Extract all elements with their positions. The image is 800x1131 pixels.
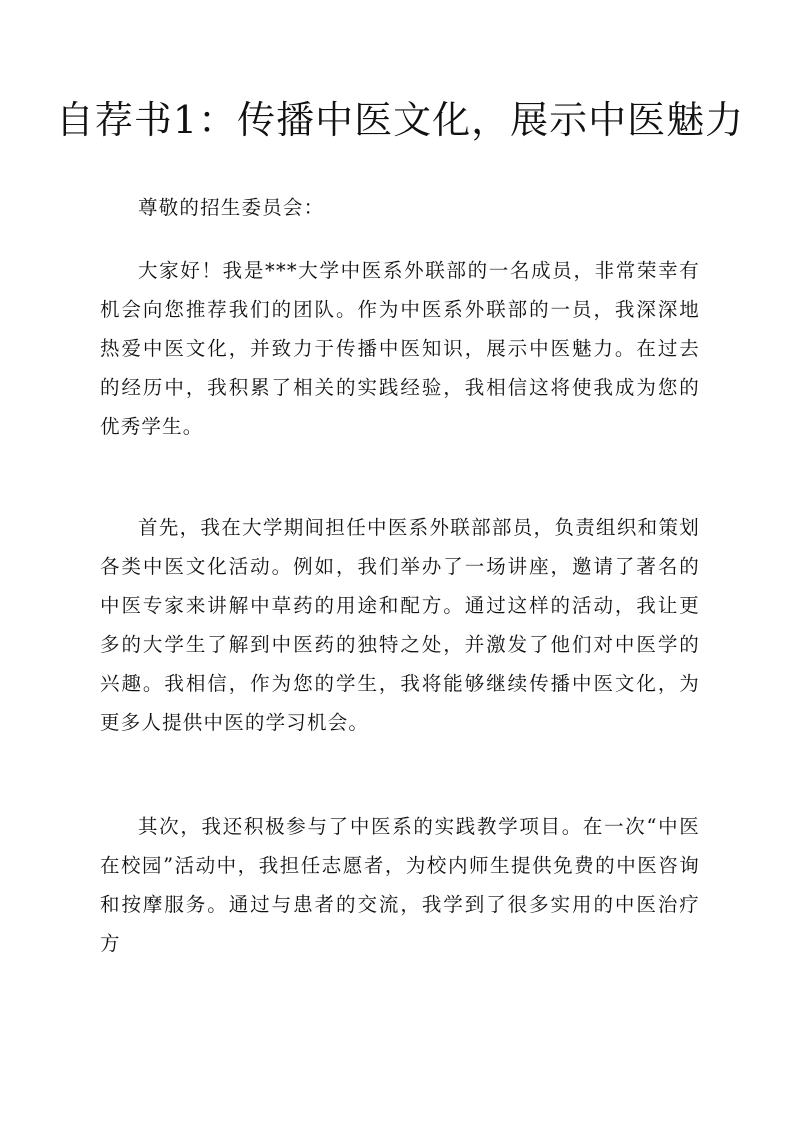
paragraph-second-experience: 其次，我还积极参与了中医系的实践教学项目。在一次“中医在校园”活动中，我担任志愿者，为校内师生提供免费的中医咨询和按摩服务。通过与患者的交流，我学到了很多实用的中医治疗方 <box>100 815 700 955</box>
paragraph-introduction: 大家好！我是***大学中医系外联部的一名成员，非常荣幸有机会向您推荐我们的团队。作为中医系外联部的一员，我深深地热爱中医文化，并致力于传播中医知识，展示中医魅力。在过去的经历中，我积累了相关的实践经验，我相信这将使我成为您的优秀学生。 <box>100 259 700 438</box>
paragraph-first-experience: 首先，我在大学期间担任中医系外联部部员，负责组织和策划各类中医文化活动。例如，我们举办了一场讲座，邀请了著名的中医专家来讲解中草药的用途和配方。通过这样的活动，我让更多的大学生了解到中医药的独特之处，并激发了他们对中医学的兴趣。我相信，作为您的学生，我将能够继续传播中医文化，为更多人提供中医的学习机会。 <box>100 516 700 734</box>
document-title: 自荐书1：传播中医文化，展示中医魅力 <box>55 98 745 142</box>
salutation: 尊敬的招生委员会： <box>138 196 325 219</box>
